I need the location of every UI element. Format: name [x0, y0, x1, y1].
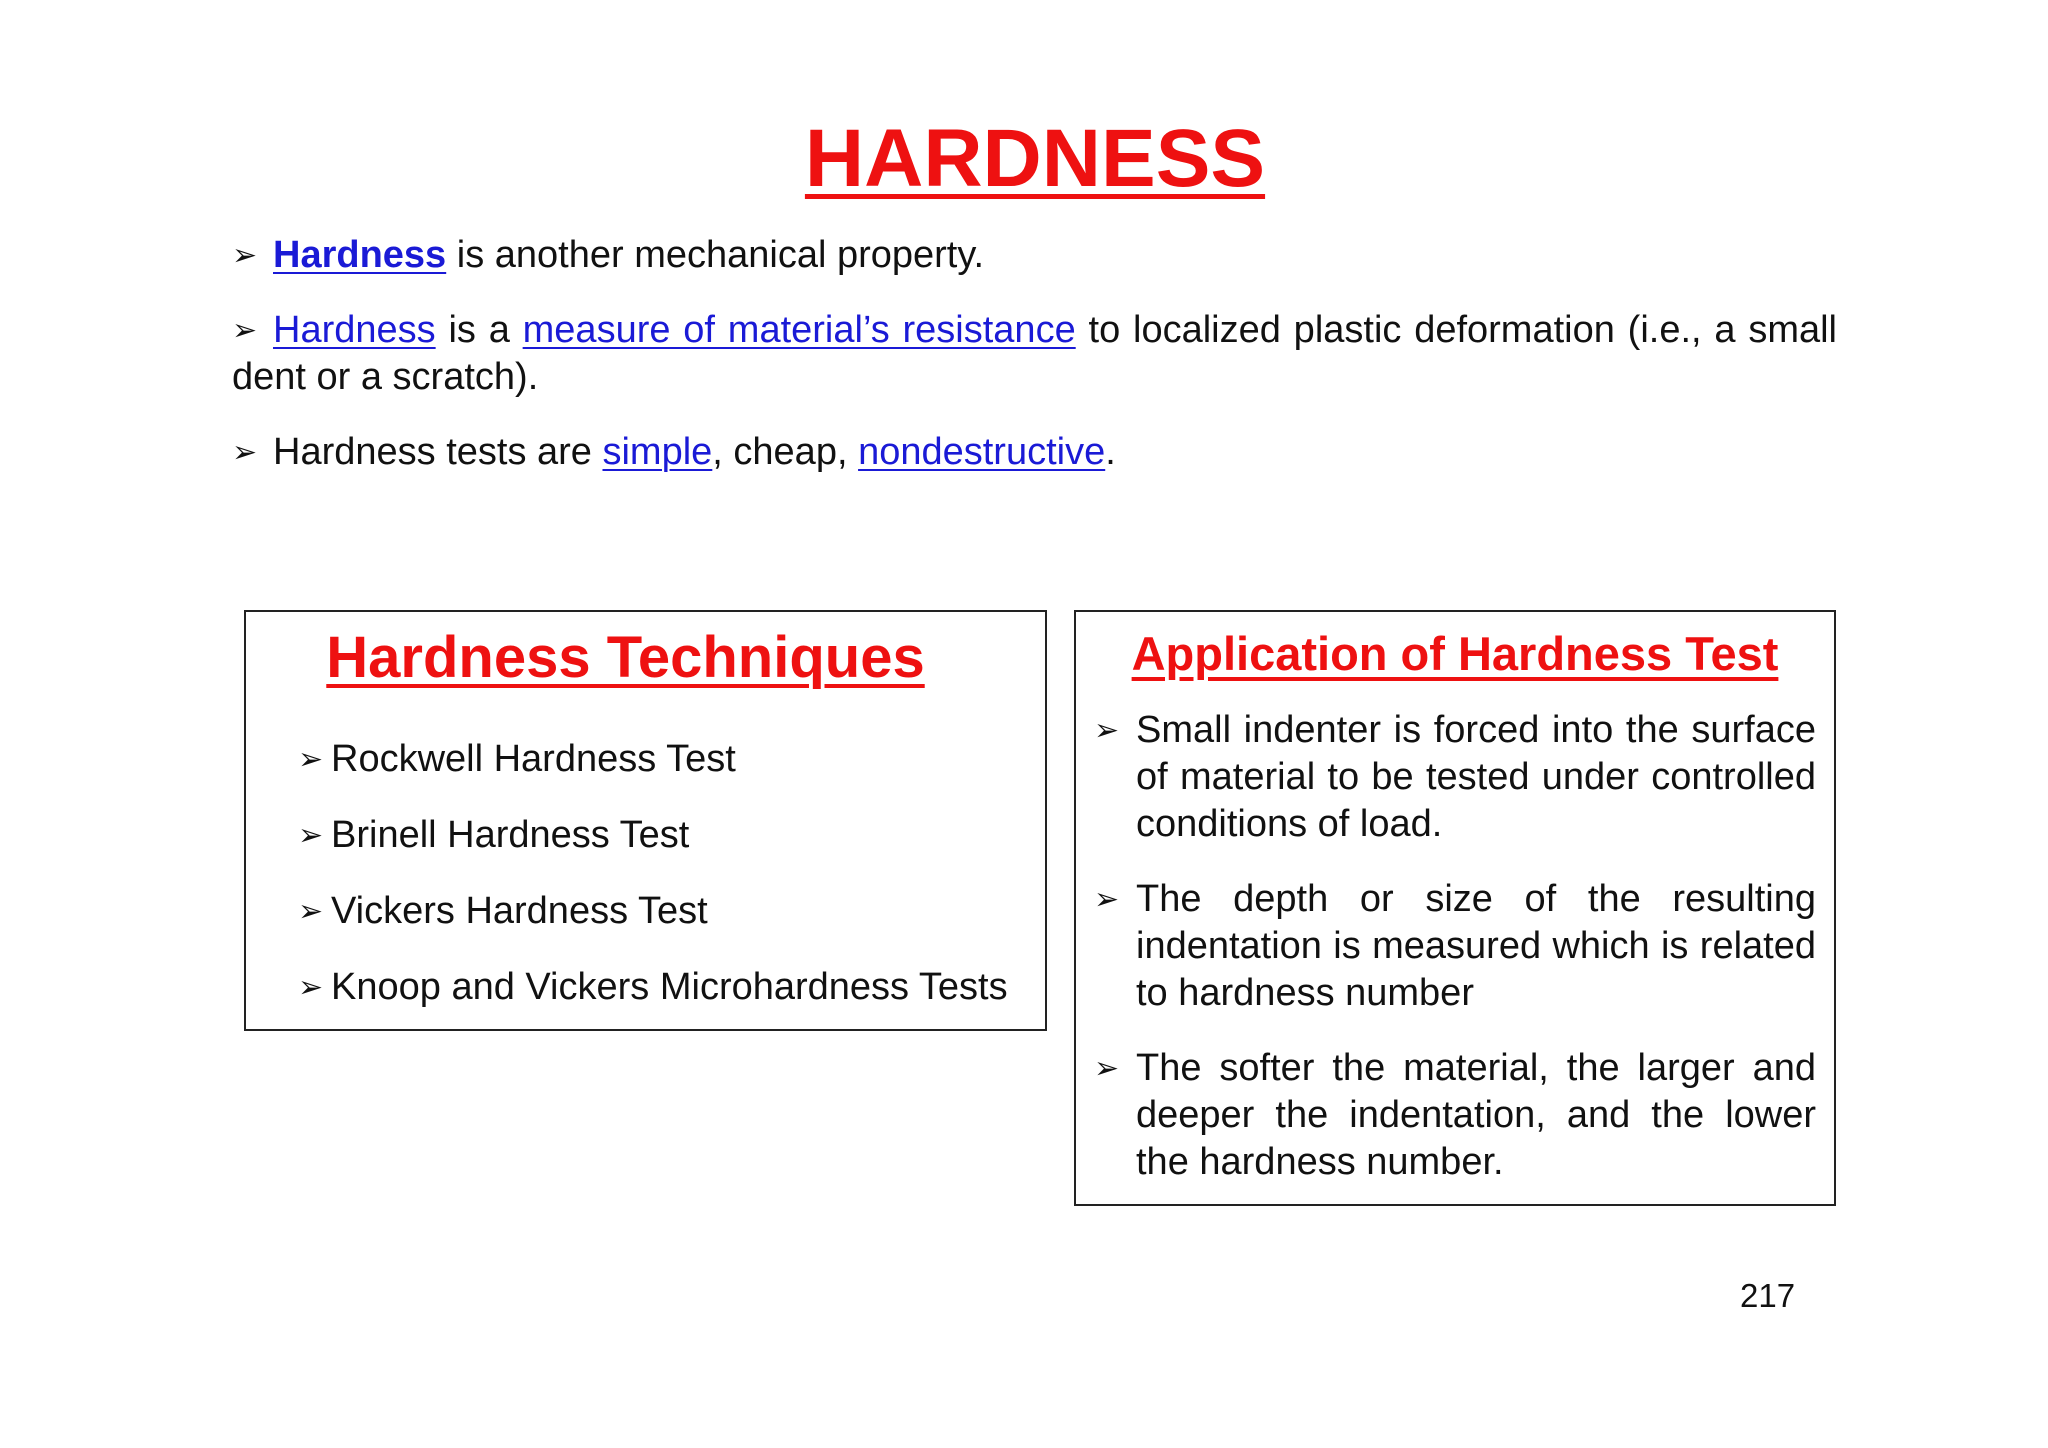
arrow-bullet-icon: ➢	[298, 971, 324, 1004]
application-box	[1074, 610, 1836, 1206]
technique-item	[298, 736, 1008, 783]
arrow-bullet-icon: ➢	[1094, 1052, 1120, 1085]
technique-item	[298, 964, 1008, 1011]
intro-bullet-1	[232, 232, 1837, 279]
technique-item	[298, 812, 1008, 859]
application-list	[1094, 707, 1816, 1214]
hardness-techniques-box	[244, 610, 1047, 1031]
arrow-bullet-icon: ➢	[232, 314, 258, 347]
hardness-link[interactable]: Hardness	[273, 309, 436, 351]
application-item	[1094, 876, 1816, 1017]
technique-label: Rockwell Hardness Test	[331, 738, 736, 780]
application-item	[1094, 1045, 1816, 1186]
application-text: Small indenter is forced into the surface of material to be tested under controlled conditions of load.	[1136, 709, 1816, 845]
nondestructive-link[interactable]: nondestructive	[858, 431, 1106, 473]
simple-link[interactable]: simple	[602, 431, 713, 473]
bullet-text: is a	[435, 309, 523, 351]
intro-bullet-3	[232, 429, 1837, 476]
bullet-text: , cheap,	[712, 431, 859, 473]
arrow-bullet-icon: ➢	[232, 436, 258, 469]
arrow-bullet-icon: ➢	[232, 239, 258, 272]
arrow-bullet-icon: ➢	[298, 743, 324, 776]
arrow-bullet-icon: ➢	[298, 819, 324, 852]
technique-item	[298, 888, 1008, 935]
bullet-text: Hardness tests are	[273, 431, 603, 473]
resistance-link[interactable]: measure of material’s resistance	[522, 309, 1076, 351]
application-text: The softer the material, the larger and deeper the indentation, and the lower the hardness number.	[1136, 1047, 1816, 1183]
application-item	[1094, 707, 1816, 848]
page-number: 217	[1740, 1277, 1796, 1314]
arrow-bullet-icon: ➢	[1094, 883, 1120, 916]
hardness-techniques-title: Hardness Techniques	[326, 625, 925, 690]
techniques-list	[298, 736, 1008, 1040]
technique-label: Vickers Hardness Test	[331, 890, 708, 932]
bullet-text: .	[1105, 431, 1116, 473]
technique-label: Brinell Hardness Test	[331, 814, 690, 856]
arrow-bullet-icon: ➢	[1094, 714, 1120, 747]
slide-title: HARDNESS	[804, 113, 1266, 204]
bullet-text: to localized plastic deformation (i.e., a small dent or a scratch).	[232, 309, 1837, 398]
intro-bullet-list	[232, 232, 1837, 504]
arrow-bullet-icon: ➢	[298, 895, 324, 928]
application-text: The depth or size of the resulting indentation is measured which is related to hardness number	[1136, 878, 1816, 1014]
hardness-link[interactable]: Hardness	[273, 234, 447, 276]
intro-bullet-2	[232, 307, 1837, 401]
application-title: Application of Hardness Test	[1131, 627, 1779, 680]
technique-label: Knoop and Vickers Microhardness Tests	[331, 966, 1008, 1008]
bullet-text: is another mechanical property.	[446, 234, 985, 276]
